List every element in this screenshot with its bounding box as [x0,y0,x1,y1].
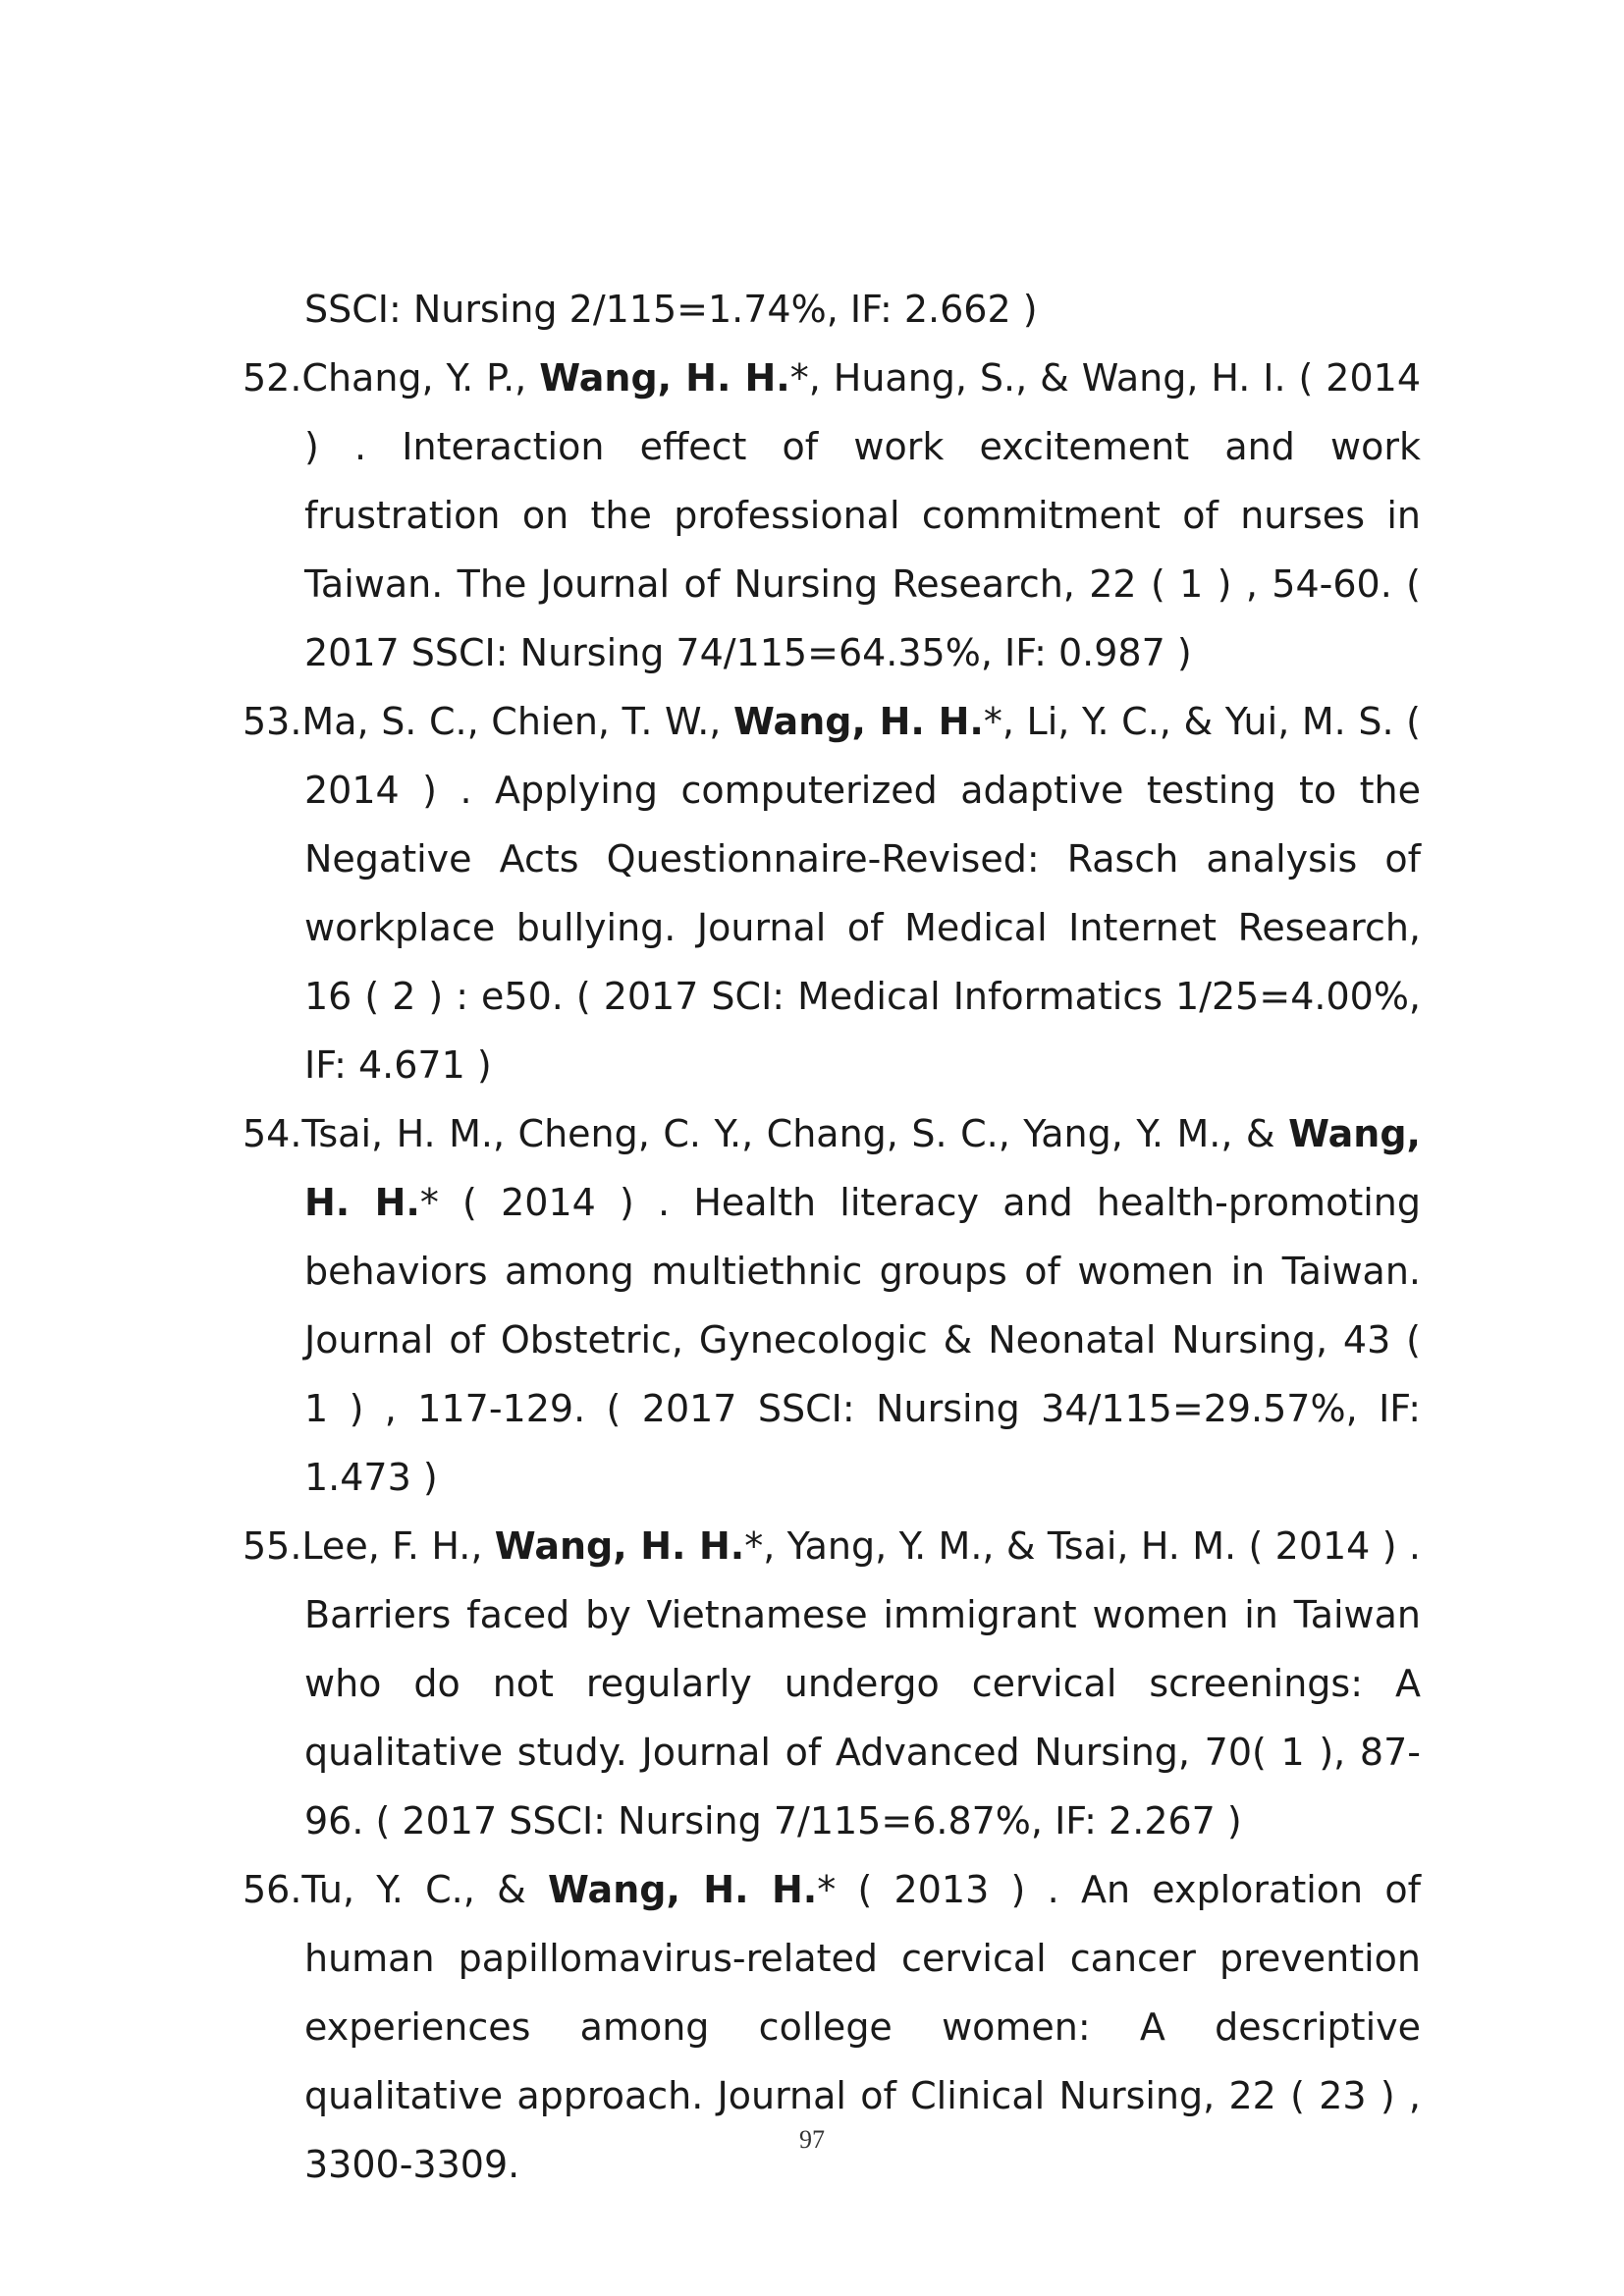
reference-authors-before: 53.Ma, S. C., Chien, T. W., [243,700,733,743]
highlighted-author: Wang, H. H. [539,356,790,400]
page-number: 97 [799,2125,825,2154]
reference-body: *, Yang, Y. M., & Tsai, H. M. ( 2014 ) . Barriers faced by Vietnamese immigrant women in Taiwan who do not regularly undergo cervical screenings: A qualitative study. Journal of Advanced Nursing, 70( 1 ), 87-96. ( 2017 SSCI: Nursing 7/115=6.87%, IF: 2.267 ) [304,1524,1421,1842]
highlighted-author: Wang, H. H. [548,1868,818,1911]
reference-continuation: SSCI: Nursing 2/115=1.74%, IF: 2.662 ) [304,288,1038,331]
reference-body: * ( 2013 ) . An exploration of human papillomavirus-related cervical cancer prevention experiences among college women: A descriptive qualitative approach. Journal of Clinical Nursing, 22 ( 23 ) , 3300-3309. [304,1868,1421,2186]
reference-entry-52 [243,344,1421,687]
reference-body: *, Li, Y. C., & Yui, M. S. ( 2014 ) . Applying computerized adaptive testing to the Negative Acts Questionnaire-Revised: Rasch analysis of workplace bullying. Journal of Medical Internet Research, 16 ( 2 ) : e50. ( 2017 SCI: Medical Informatics 1/25=4.00%, IF: 4.671 ) [304,700,1421,1087]
reference-authors-before: 54.Tsai, H. M., Cheng, C. Y., Chang, S. C., Yang, Y. M., & [243,1112,1289,1155]
reference-authors-before: 56.Tu, Y. C., & [243,1868,548,1911]
highlighted-author: Wang, H. H. [304,1112,1421,1224]
reference-body: *, Huang, S., & Wang, H. I. ( 2014 ) . Interaction effect of work excitement and work frustration on the professional commitment of nurses in Taiwan. The Journal of Nursing Research, 22 ( 1 ) , 54-60. ( 2017 SSCI: Nursing 74/115=64.35%, IF: 0.987 ) [304,356,1422,674]
reference-entry-54 [243,1099,1421,1512]
reference-list [243,275,1421,2199]
reference-body: * ( 2014 ) . Health literacy and health-promoting behaviors among multiethnic groups of women in Taiwan. Journal of Obstetric, Gynecologic & Neonatal Nursing, 43 ( 1 ) , 117-129. ( 2017 SSCI: Nursing 34/115=29.57%, IF: 1.473 ) [304,1181,1421,1499]
highlighted-author: Wang, H. H. [494,1524,745,1568]
reference-entry-53 [243,687,1421,1099]
highlighted-author: Wang, H. H. [732,700,984,743]
reference-authors-before: 52.Chang, Y. P., [243,356,540,400]
reference-authors-before: 55.Lee, F. H., [243,1524,495,1568]
reference-entry-55 [243,1512,1421,1855]
